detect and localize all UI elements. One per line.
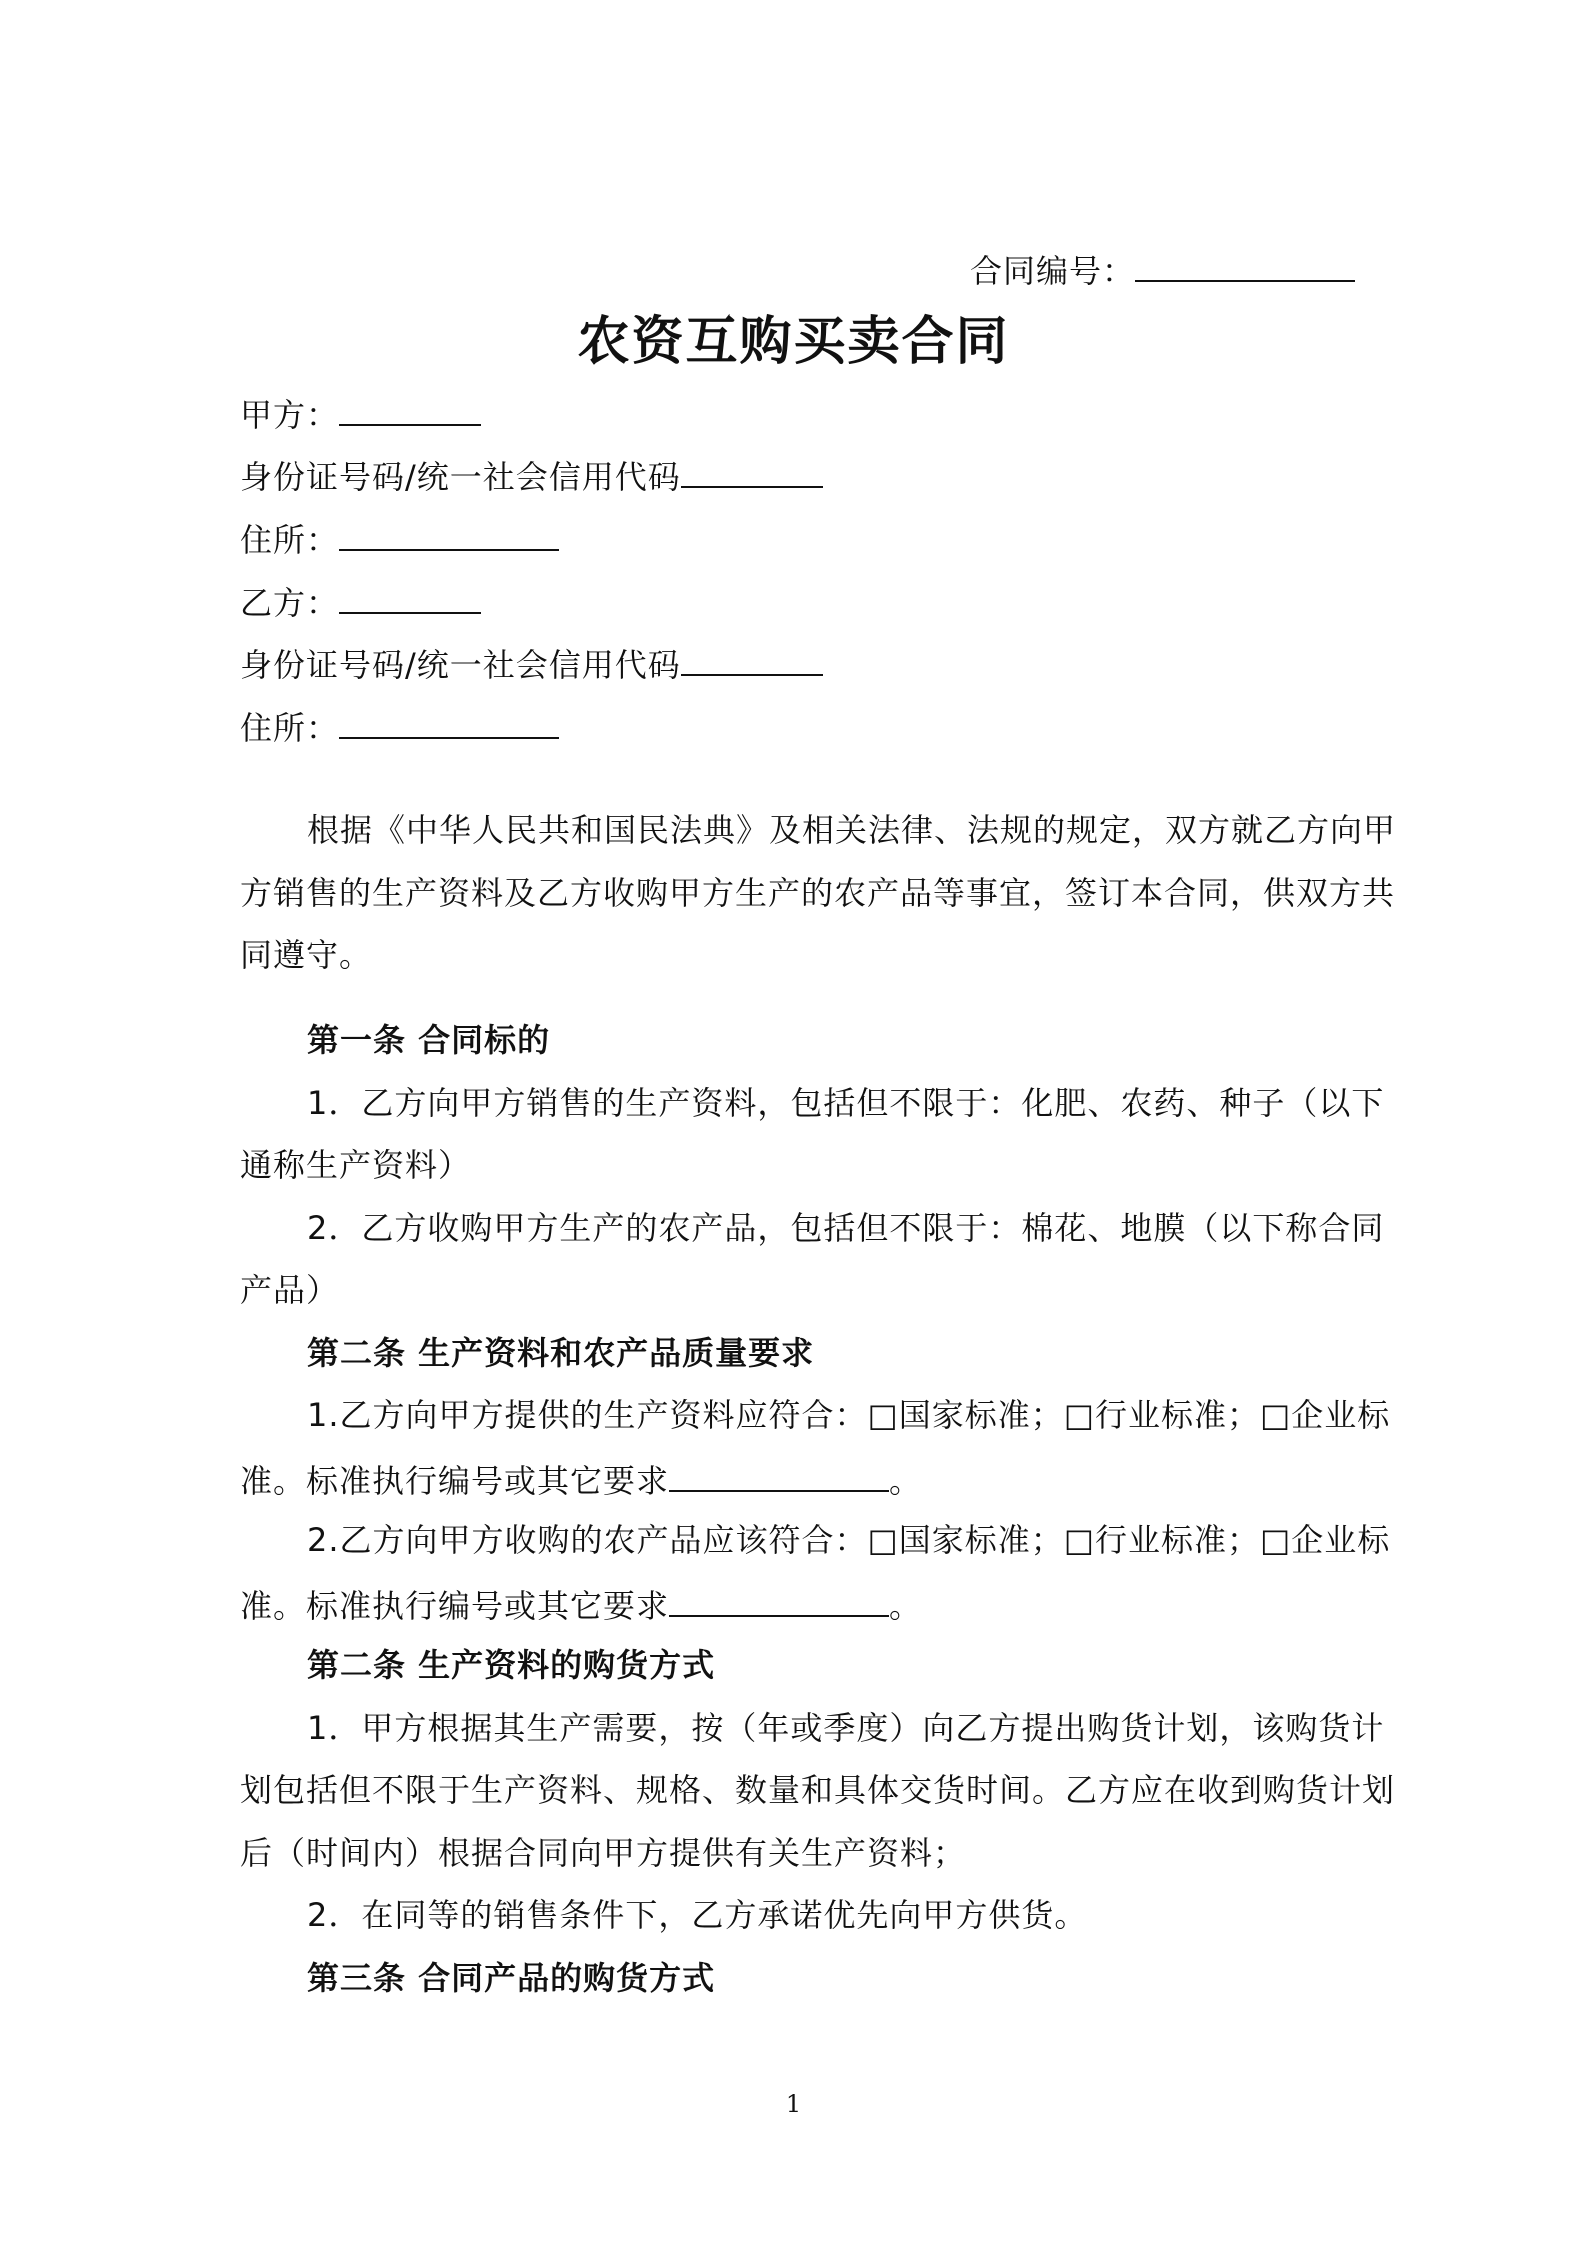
article-item-line: 2．在同等的销售条件下，乙方承诺优先向甲方供货。 <box>307 1896 1088 1934</box>
party-a-label: 甲方： <box>240 396 340 434</box>
party-a-address-line <box>240 517 1352 560</box>
article-item-line: 产品） <box>240 1271 340 1309</box>
article-item-line <box>240 1458 1352 1501</box>
standard-requirement-label: 准。标准执行编号或其它要求 <box>240 1462 670 1500</box>
article-heading: 第二条 生产资料和农产品质量要求 <box>307 1334 815 1372</box>
article-item-line: 通称生产资料） <box>240 1146 472 1184</box>
party-b-id-label: 身份证号码/统一社会信用代码 <box>240 646 681 684</box>
article-heading: 第二条 生产资料的购货方式 <box>307 1646 716 1684</box>
preamble-line: 同遵守。 <box>240 936 373 974</box>
period: 。 <box>889 1462 923 1500</box>
article-item-line: 1．乙方向甲方销售的生产资料，包括但不限于：化肥、农药、种子（以下 <box>307 1084 1385 1122</box>
article-item-line <box>240 1583 1352 1626</box>
page-title: 农资互购买卖合同 <box>577 311 1010 372</box>
party-a-id-blank <box>681 454 823 488</box>
article-item-line: 划包括但不限于生产资料、规格、数量和具体交货时间。乙方应在收到购货计划 <box>240 1771 1396 1809</box>
party-a-address-blank <box>339 517 559 551</box>
article-item-line: 1．甲方根据其生产需要，按（年或季度）向乙方提出购货计划，该购货计 <box>307 1709 1385 1747</box>
contract-number-label: 合同编号： <box>970 252 1136 290</box>
article-item-line: 2．乙方收购甲方生产的农产品，包括但不限于：棉花、地膜（以下称合同 <box>307 1209 1385 1247</box>
party-b-blank <box>339 580 481 614</box>
party-b-id-line <box>240 642 1352 685</box>
contract-number-blank <box>1135 248 1355 282</box>
preamble-line: 方销售的生产资料及乙方收购甲方生产的农产品等事宜，签订本合同，供双方共 <box>240 874 1396 912</box>
standard-requirement-label: 准。标准执行编号或其它要求 <box>240 1587 670 1625</box>
page-number: 1 <box>785 2090 802 2118</box>
period: 。 <box>889 1587 923 1625</box>
party-a-line <box>240 392 1352 435</box>
party-b-line <box>240 580 1352 623</box>
standard-requirement-blank <box>669 1583 889 1617</box>
party-a-blank <box>339 392 481 426</box>
party-a-id-label: 身份证号码/统一社会信用代码 <box>240 458 681 496</box>
party-b-id-blank <box>681 642 823 676</box>
article-item-line: 1.乙方向甲方提供的生产资料应符合：□国家标准；□行业标准；□企业标 <box>307 1396 1391 1434</box>
party-b-address-blank <box>339 705 559 739</box>
party-a-address-label: 住所： <box>240 521 340 559</box>
party-b-address-label: 住所： <box>240 709 340 747</box>
standard-requirement-blank <box>669 1458 889 1492</box>
preamble-line: 根据《中华人民共和国民法典》及相关法律、法规的规定，双方就乙方向甲 <box>307 811 1397 849</box>
article-heading: 第一条 合同标的 <box>307 1021 551 1059</box>
party-b-label: 乙方： <box>240 584 340 622</box>
contract-number-field <box>970 248 1355 291</box>
article-heading: 第三条 合同产品的购货方式 <box>307 1959 716 1997</box>
article-item-line: 2.乙方向甲方收购的农产品应该符合：□国家标准；□行业标准；□企业标 <box>307 1521 1391 1559</box>
article-item-line: 后（时间内）根据合同向甲方提供有关生产资料； <box>240 1834 967 1872</box>
party-a-id-line <box>240 454 1352 497</box>
party-b-address-line <box>240 705 1352 748</box>
